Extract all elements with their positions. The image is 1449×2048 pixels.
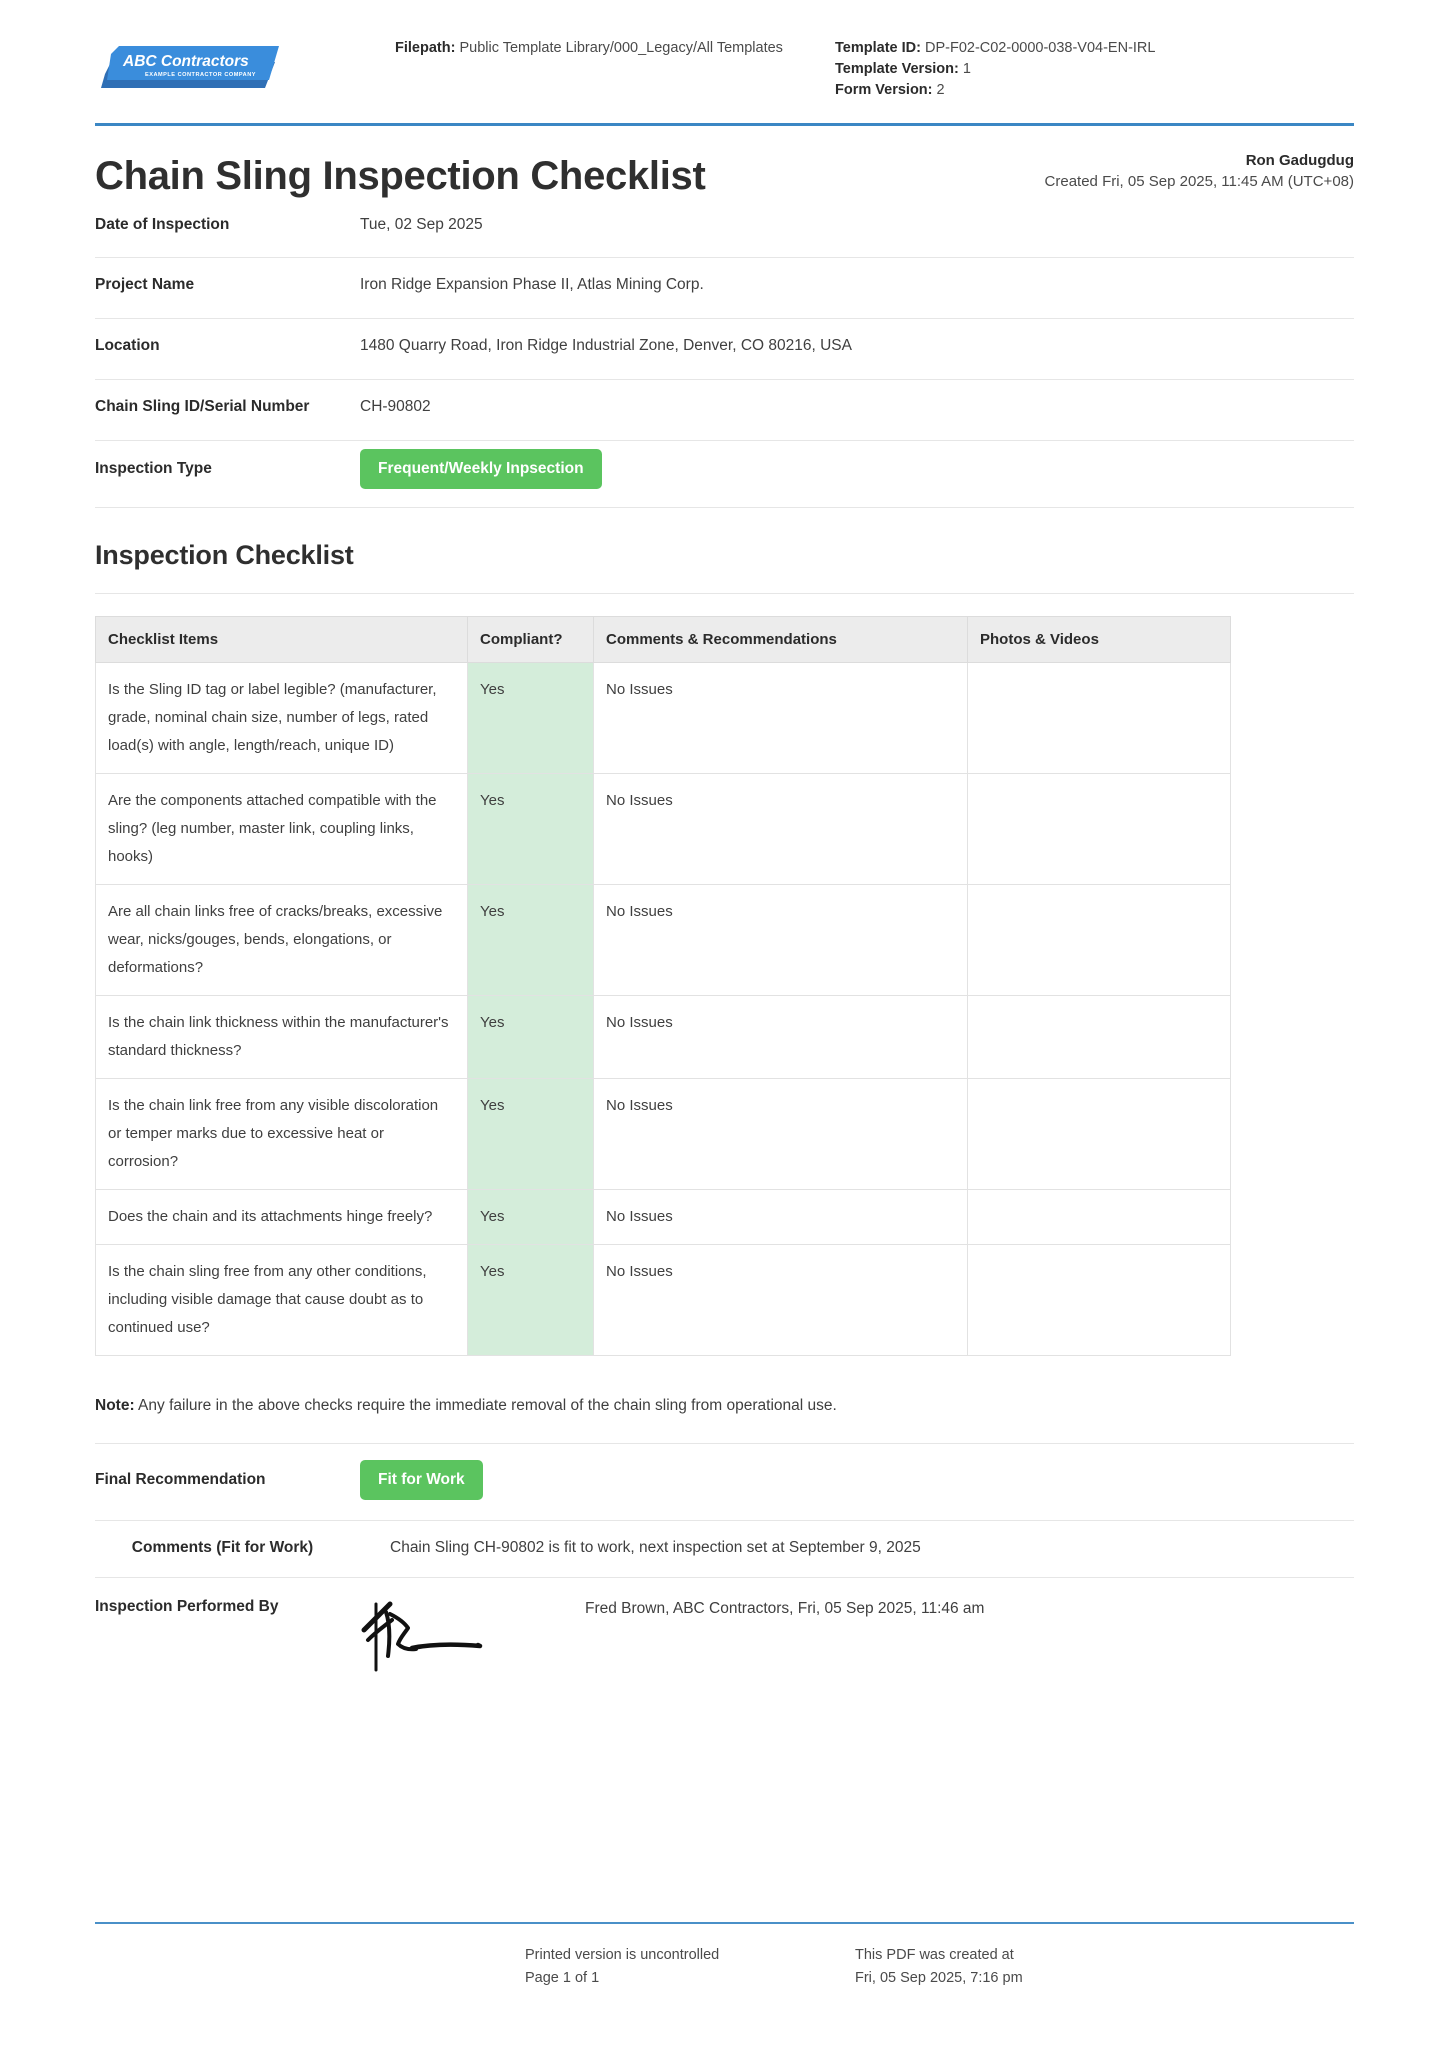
table-header-row	[96, 617, 1231, 663]
checklist-comments-value: No Issues	[594, 663, 968, 774]
field-row-inspection-type	[95, 441, 1354, 508]
creator-timestamp: Created Fri, 05 Sep 2025, 11:45 AM (UTC+08)	[1044, 173, 1354, 190]
checklist-photos-cell	[968, 996, 1231, 1079]
checklist-photos-cell	[968, 774, 1231, 885]
filepath-label: Filepath:	[395, 40, 456, 56]
footer-spacer	[95, 1944, 525, 1990]
field-label: Project Name	[95, 276, 195, 293]
footer-pdf-created-date: Fri, 05 Sep 2025, 7:16 pm	[855, 1970, 1023, 1986]
document-footer	[95, 1922, 1354, 1991]
footer-right-block	[855, 1944, 1185, 1990]
field-row-chain-sling-id	[95, 380, 1354, 441]
table-row	[96, 1245, 1231, 1356]
checklist-comments-value: No Issues	[594, 996, 968, 1079]
checklist-compliant-value: Yes	[468, 885, 594, 996]
field-row-date-of-inspection	[95, 208, 1354, 258]
field-row-location	[95, 319, 1354, 380]
checklist-photos-cell	[968, 1190, 1231, 1245]
table-row	[96, 1190, 1231, 1245]
template-id-value: DP-F02-C02-0000-038-V04-EN-IRL	[924, 40, 1156, 56]
form-version-line	[835, 80, 1225, 101]
filepath-block	[395, 28, 835, 59]
field-label: Date of Inspection	[95, 216, 230, 233]
company-logo	[95, 28, 395, 92]
filepath-line	[395, 38, 795, 59]
checklist-item-text: Are the components attached compatible with the sling? (leg number, master link, coupling links, hooks)	[96, 774, 468, 885]
section-title-inspection-checklist: Inspection Checklist	[95, 540, 354, 570]
final-comments-value: Chain Sling CH-90802 is fit to work, next inspection set at September 9, 2025	[390, 1539, 921, 1556]
performed-by-label: Inspection Performed By	[95, 1598, 279, 1615]
template-meta-block	[835, 28, 1225, 101]
note-prefix: Note:	[95, 1397, 135, 1414]
field-label: Location	[95, 337, 160, 354]
inspection-performed-by-row	[95, 1577, 1354, 1694]
inspection-checklist-table	[95, 616, 1231, 1356]
field-value: 1480 Quarry Road, Iron Ridge Industrial Zone, Denver, CO 80216, USA	[360, 337, 852, 354]
checklist-item-text: Is the Sling ID tag or label legible? (manufacturer, grade, nominal chain size, number of legs, rated load(s) with angle, length/reach, unique ID)	[96, 663, 468, 774]
checklist-comments-value: No Issues	[594, 774, 968, 885]
checklist-item-text: Is the chain link free from any visible discoloration or temper marks due to excessive heat or corrosion?	[96, 1079, 468, 1190]
checklist-compliant-value: Yes	[468, 663, 594, 774]
table-row	[96, 996, 1231, 1079]
checklist-photos-cell	[968, 1245, 1231, 1356]
column-header-comments: Comments & Recommendations	[594, 617, 968, 663]
checklist-comments-value: No Issues	[594, 1245, 968, 1356]
field-value: Tue, 02 Sep 2025	[360, 216, 483, 233]
checklist-compliant-value: Yes	[468, 996, 594, 1079]
field-value: Iron Ridge Expansion Phase II, Atlas Mining Corp.	[360, 276, 704, 293]
meta-fields	[95, 208, 1354, 508]
inspection-type-badge: Frequent/Weekly Inpsection	[360, 449, 602, 489]
svg-text:ABC Contractors: ABC Contractors	[123, 53, 249, 70]
footer-left-block	[525, 1944, 855, 1990]
column-header-compliant: Compliant?	[468, 617, 594, 663]
note-body: Any failure in the above checks require the immediate removal of the chain sling from operational use.	[134, 1397, 837, 1414]
checklist-compliant-value: Yes	[468, 1079, 594, 1190]
field-value	[360, 449, 1354, 489]
checklist-comments-value: No Issues	[594, 1190, 968, 1245]
table-row	[96, 774, 1231, 885]
table-row	[96, 885, 1231, 996]
final-recommendation-value	[360, 1460, 1354, 1500]
svg-text:EXAMPLE CONTRACTOR COMPANY: EXAMPLE CONTRACTOR COMPANY	[145, 72, 256, 78]
checklist-item-text: Does the chain and its attachments hinge freely?	[96, 1190, 468, 1245]
table-row	[96, 663, 1231, 774]
table-row	[96, 1079, 1231, 1190]
template-id-label: Template ID:	[835, 40, 921, 56]
field-value: CH-90802	[360, 398, 431, 415]
footer-page-number: Page 1 of 1	[525, 1970, 600, 1986]
column-header-checklist-items: Checklist Items	[96, 617, 468, 663]
template-version-line	[835, 59, 1225, 80]
form-version-value: 2	[936, 82, 945, 98]
checklist-item-text: Is the chain sling free from any other conditions, including visible damage that cause doubt as to continued use?	[96, 1245, 468, 1356]
final-comments-label: Comments (Fit for Work)	[131, 1539, 314, 1556]
field-label: Inspection Type	[95, 460, 212, 477]
field-label: Chain Sling ID/Serial Number	[95, 398, 310, 415]
checklist-item-text: Is the chain link thickness within the manufacturer's standard thickness?	[96, 996, 468, 1079]
template-version-value: 1	[962, 61, 971, 77]
checklist-photos-cell	[968, 1079, 1231, 1190]
signature-image	[360, 1596, 575, 1674]
final-recommendation-badge: Fit for Work	[360, 1460, 483, 1500]
template-version-label: Template Version:	[835, 61, 959, 77]
section-divider	[95, 593, 1354, 594]
checklist-photos-cell	[968, 663, 1231, 774]
final-recommendation-row	[95, 1443, 1354, 1520]
filepath-value: Public Template Library/000_Legacy/All Templates	[459, 40, 783, 56]
checklist-comments-value: No Issues	[594, 1079, 968, 1190]
form-version-label: Form Version:	[835, 82, 933, 98]
checklist-item-text: Are all chain links free of cracks/breaks, excessive wear, nicks/gouges, bends, elongations, or deformations?	[96, 885, 468, 996]
template-id-line	[835, 38, 1225, 59]
creator-name: Ron Gadugdug	[1245, 152, 1354, 169]
document-header	[95, 0, 1354, 123]
page-title: Chain Sling Inspection Checklist	[95, 154, 706, 198]
creator-block	[1045, 151, 1354, 198]
checklist-compliant-value: Yes	[468, 1190, 594, 1245]
abc-contractors-logo-icon	[97, 44, 279, 92]
final-section	[95, 1443, 1354, 1694]
checklist-compliant-value: Yes	[468, 1245, 594, 1356]
column-header-photos-videos: Photos & Videos	[968, 617, 1231, 663]
checklist-compliant-value: Yes	[468, 774, 594, 885]
performed-by-value: Fred Brown, ABC Contractors, Fri, 05 Sep 2025, 11:46 am	[585, 1600, 985, 1617]
field-row-project-name	[95, 258, 1354, 319]
checklist-photos-cell	[968, 885, 1231, 996]
title-row	[95, 126, 1354, 208]
note-text	[95, 1394, 1354, 1417]
footer-printed-version: Printed version is uncontrolled	[525, 1947, 720, 1963]
final-comments-row	[95, 1520, 1354, 1577]
footer-pdf-created-label: This PDF was created at	[855, 1947, 1014, 1963]
final-recommendation-label: Final Recommendation	[95, 1471, 266, 1488]
checklist-comments-value: No Issues	[594, 885, 968, 996]
